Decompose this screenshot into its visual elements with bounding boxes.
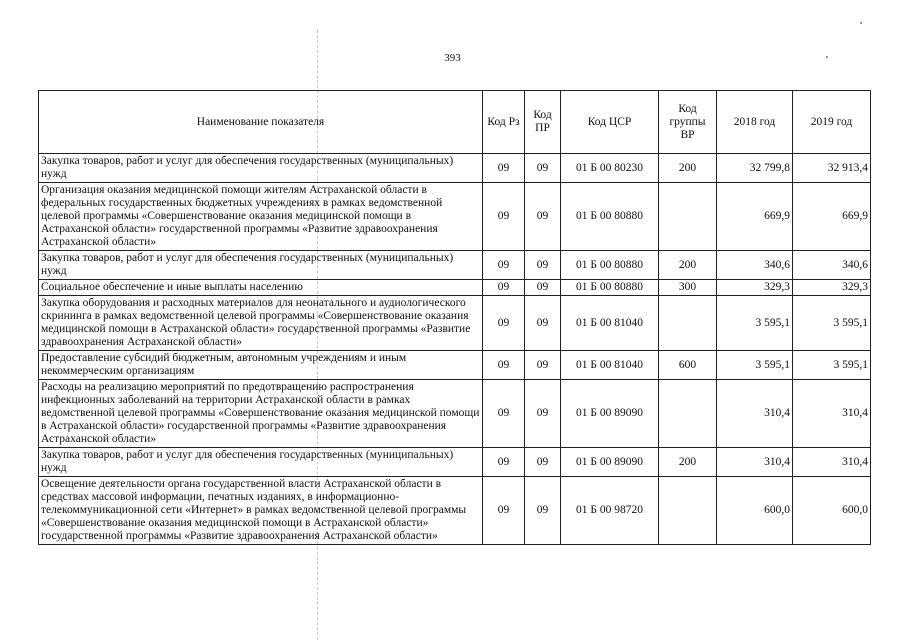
cell-name: Закупка товаров, работ и услуг для обеспечения государственных (муниципальных) нужд: [39, 448, 483, 477]
cell-2018: 3 595,1: [717, 351, 793, 380]
cell-name: Организация оказания медицинской помощи жителям Астраханской области в федеральных государственных бюджетных учреждениях в рамках ведомственной целевой программы «Совершенствование оказания медицинской помощи в Астраханской области» государственной программы «Развитие здравоохранения Астраханской области»: [39, 183, 483, 251]
header-vr: Код группы ВР: [659, 91, 717, 154]
cell-rz: 09: [483, 280, 525, 296]
header-name: Наименование показателя: [39, 91, 483, 154]
cell-pr: 09: [525, 296, 561, 351]
cell-rz: 09: [483, 477, 525, 545]
table-row: [39, 351, 871, 380]
cell-csr: 01 Б 00 81040: [561, 351, 659, 380]
cell-csr: 01 Б 00 81040: [561, 296, 659, 351]
cell-vr: [659, 380, 717, 448]
cell-name: Закупка товаров, работ и услуг для обеспечения государственных (муниципальных) нужд: [39, 154, 483, 183]
cell-2018: 310,4: [717, 380, 793, 448]
cell-vr: 200: [659, 448, 717, 477]
table-row: [39, 251, 871, 280]
cell-rz: 09: [483, 183, 525, 251]
cell-name: Закупка оборудования и расходных материалов для неонатального и аудиологического скрининга в рамках ведомственной целевой программы «Совершенствование оказания медицинской помощи в Астраханской области» государственной программы «Развитие здравоохранения Астраханской области»: [39, 296, 483, 351]
cell-2018: 600,0: [717, 477, 793, 545]
cell-rz: 09: [483, 448, 525, 477]
cell-2019: 600,0: [793, 477, 871, 545]
cell-name: Расходы на реализацию мероприятий по предотвращению распространения инфекционных заболеваний на территории Астраханской области в рамках ведомственной целевой программы «Совершенствование оказания медицинской помощи в Астраханской области» государственной программы «Развитие здравоохранения Астраханской области»: [39, 380, 483, 448]
cell-rz: 09: [483, 251, 525, 280]
scan-speck: [860, 22, 862, 24]
cell-pr: 09: [525, 183, 561, 251]
cell-2019: 3 595,1: [793, 351, 871, 380]
header-pr: Код ПР: [525, 91, 561, 154]
cell-2018: 340,6: [717, 251, 793, 280]
cell-pr: 09: [525, 251, 561, 280]
cell-csr: 01 Б 00 80880: [561, 251, 659, 280]
cell-csr: 01 Б 00 80880: [561, 280, 659, 296]
cell-name: Предоставление субсидий бюджетным, автономным учреждениям и иным некоммерческим организациям: [39, 351, 483, 380]
cell-2018: 32 799,8: [717, 154, 793, 183]
cell-rz: 09: [483, 154, 525, 183]
table-row: [39, 296, 871, 351]
table-row: [39, 380, 871, 448]
cell-2018: 3 595,1: [717, 296, 793, 351]
cell-2019: 329,3: [793, 280, 871, 296]
cell-vr: [659, 296, 717, 351]
table-row: [39, 477, 871, 545]
cell-2019: 32 913,4: [793, 154, 871, 183]
table-row: [39, 183, 871, 251]
table-row: [39, 154, 871, 183]
cell-2019: 340,6: [793, 251, 871, 280]
cell-vr: 300: [659, 280, 717, 296]
cell-rz: 09: [483, 296, 525, 351]
header-2019: 2019 год: [793, 91, 871, 154]
cell-pr: 09: [525, 351, 561, 380]
cell-vr: 200: [659, 251, 717, 280]
cell-2018: 669,9: [717, 183, 793, 251]
cell-pr: 09: [525, 448, 561, 477]
cell-csr: 01 Б 00 89090: [561, 380, 659, 448]
cell-pr: 09: [525, 154, 561, 183]
cell-vr: 600: [659, 351, 717, 380]
budget-table: [38, 90, 871, 545]
cell-rz: 09: [483, 351, 525, 380]
cell-2018: 310,4: [717, 448, 793, 477]
page-number: 393: [444, 52, 461, 64]
cell-2019: 310,4: [793, 380, 871, 448]
cell-name: Социальное обеспечение и иные выплаты населению: [39, 280, 483, 296]
header-rz: Код Рз: [483, 91, 525, 154]
cell-2019: 310,4: [793, 448, 871, 477]
cell-rz: 09: [483, 380, 525, 448]
cell-csr: 01 Б 00 98720: [561, 477, 659, 545]
cell-2019: 669,9: [793, 183, 871, 251]
header-csr: Код ЦСР: [561, 91, 659, 154]
table-row: [39, 448, 871, 477]
cell-csr: 01 Б 00 89090: [561, 448, 659, 477]
cell-pr: 09: [525, 280, 561, 296]
table-row: [39, 280, 871, 296]
cell-2019: 3 595,1: [793, 296, 871, 351]
cell-vr: [659, 183, 717, 251]
cell-csr: 01 Б 00 80230: [561, 154, 659, 183]
cell-vr: [659, 477, 717, 545]
cell-csr: 01 Б 00 80880: [561, 183, 659, 251]
cell-pr: 09: [525, 477, 561, 545]
cell-vr: 200: [659, 154, 717, 183]
cell-pr: 09: [525, 380, 561, 448]
table-header-row: [39, 91, 871, 154]
header-2018: 2018 год: [717, 91, 793, 154]
cell-name: Закупка товаров, работ и услуг для обеспечения государственных (муниципальных) нужд: [39, 251, 483, 280]
cell-name: Освещение деятельности органа государственной власти Астраханской области в средствах массовой информации, печатных изданиях, в информационно-телекоммуникационной сети «Интернет» в рамках ведомственной целевой программы «Совершенствование оказания медицинской помощи в Астраханской области» государственной программы «Развитие здравоохранения Астраханской области»: [39, 477, 483, 545]
cell-2018: 329,3: [717, 280, 793, 296]
